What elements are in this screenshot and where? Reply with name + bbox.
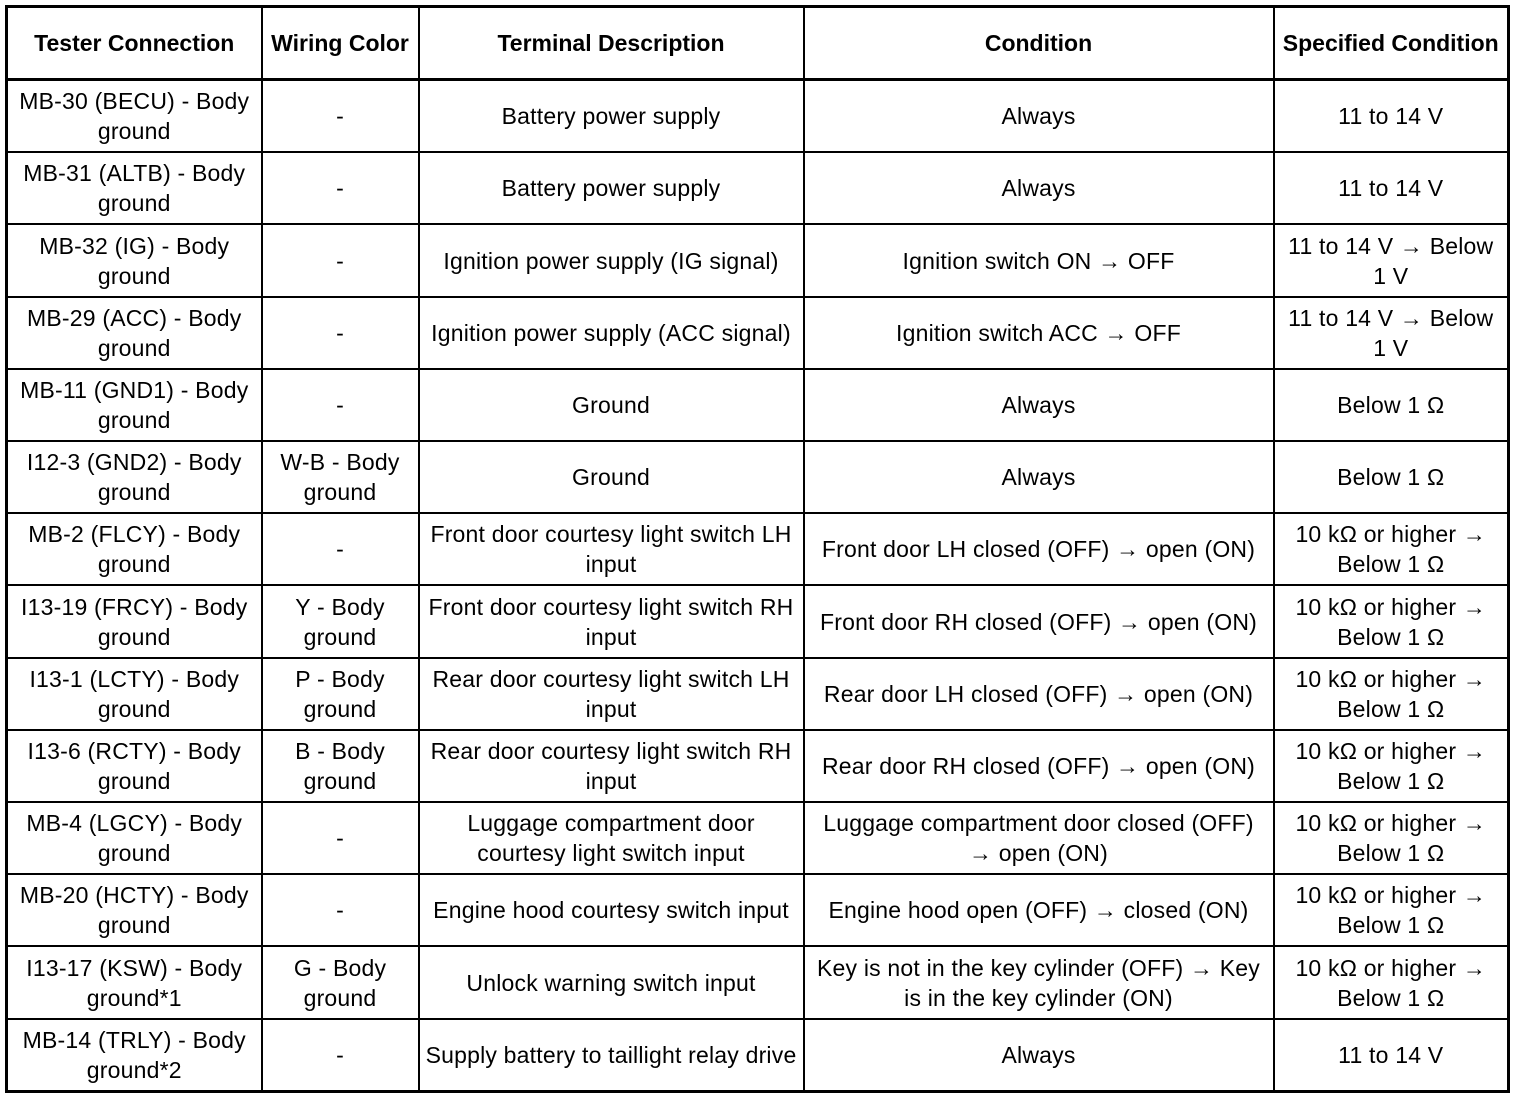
cell-tester-connection: I13-17 (KSW) - Body ground*1 [7,946,262,1018]
cell-tester-connection: MB-4 (LGCY) - Body ground [7,802,262,874]
cell-tester-connection: MB-14 (TRLY) - Body ground*2 [7,1019,262,1092]
cell-specified-condition: 11 to 14 V [1274,1019,1509,1092]
cell-terminal-description: Battery power supply [419,152,804,224]
cell-terminal-description: Battery power supply [419,80,804,153]
cell-specified-condition: 10 kΩ or higher → Below 1 Ω [1274,585,1509,657]
header-condition: Condition [804,7,1274,80]
cell-tester-connection: MB-2 (FLCY) - Body ground [7,513,262,585]
cell-terminal-description: Ignition power supply (ACC signal) [419,297,804,369]
cell-terminal-description: Luggage compartment door courtesy light switch input [419,802,804,874]
cell-wiring-color: - [262,874,419,946]
header-specified-condition: Specified Condition [1274,7,1509,80]
cell-condition: Front door LH closed (OFF) → open (ON) [804,513,1274,585]
table-row [7,874,1509,946]
cell-condition: Always [804,369,1274,441]
cell-specified-condition: 10 kΩ or higher → Below 1 Ω [1274,730,1509,802]
cell-condition: Always [804,1019,1274,1092]
cell-wiring-color: - [262,369,419,441]
cell-specified-condition: 11 to 14 V → Below 1 V [1274,297,1509,369]
cell-condition: Ignition switch ACC → OFF [804,297,1274,369]
cell-condition: Always [804,441,1274,513]
cell-specified-condition: 10 kΩ or higher → Below 1 Ω [1274,513,1509,585]
cell-condition: Key is not in the key cylinder (OFF) → Key is in the key cylinder (ON) [804,946,1274,1018]
table-row [7,802,1509,874]
cell-wiring-color: - [262,297,419,369]
cell-wiring-color: B - Body ground [262,730,419,802]
cell-condition: Rear door LH closed (OFF) → open (ON) [804,658,1274,730]
table-row [7,946,1509,1018]
cell-terminal-description: Unlock warning switch input [419,946,804,1018]
table-row [7,80,1509,153]
cell-tester-connection: MB-20 (HCTY) - Body ground [7,874,262,946]
cell-specified-condition: Below 1 Ω [1274,369,1509,441]
cell-specified-condition: 10 kΩ or higher → Below 1 Ω [1274,874,1509,946]
cell-terminal-description: Ground [419,369,804,441]
table-row [7,369,1509,441]
table-row [7,513,1509,585]
cell-terminal-description: Ground [419,441,804,513]
cell-tester-connection: MB-29 (ACC) - Body ground [7,297,262,369]
table-row [7,224,1509,296]
cell-wiring-color: - [262,224,419,296]
cell-terminal-description: Engine hood courtesy switch input [419,874,804,946]
header-terminal-description: Terminal Description [419,7,804,80]
specification-table [5,5,1510,1093]
cell-wiring-color: - [262,1019,419,1092]
cell-specified-condition: Below 1 Ω [1274,441,1509,513]
cell-terminal-description: Front door courtesy light switch LH input [419,513,804,585]
cell-tester-connection: I13-1 (LCTY) - Body ground [7,658,262,730]
cell-terminal-description: Ignition power supply (IG signal) [419,224,804,296]
cell-specified-condition: 11 to 14 V [1274,80,1509,153]
cell-condition: Always [804,80,1274,153]
cell-tester-connection: MB-11 (GND1) - Body ground [7,369,262,441]
cell-tester-connection: MB-30 (BECU) - Body ground [7,80,262,153]
cell-wiring-color: W-B - Body ground [262,441,419,513]
cell-condition: Ignition switch ON → OFF [804,224,1274,296]
header-wiring-color: Wiring Color [262,7,419,80]
cell-condition: Always [804,152,1274,224]
cell-wiring-color: - [262,152,419,224]
header-tester-connection: Tester Connection [7,7,262,80]
cell-tester-connection: MB-32 (IG) - Body ground [7,224,262,296]
table-row [7,658,1509,730]
cell-wiring-color: Y - Body ground [262,585,419,657]
cell-terminal-description: Rear door courtesy light switch RH input [419,730,804,802]
table-row [7,297,1509,369]
cell-tester-connection: MB-31 (ALTB) - Body ground [7,152,262,224]
cell-terminal-description: Supply battery to taillight relay drive [419,1019,804,1092]
cell-wiring-color: P - Body ground [262,658,419,730]
cell-condition: Front door RH closed (OFF) → open (ON) [804,585,1274,657]
cell-specified-condition: 10 kΩ or higher → Below 1 Ω [1274,802,1509,874]
cell-terminal-description: Rear door courtesy light switch LH input [419,658,804,730]
table-row [7,441,1509,513]
table-row [7,585,1509,657]
header-row [7,7,1509,80]
cell-wiring-color: - [262,802,419,874]
cell-specified-condition: 11 to 14 V [1274,152,1509,224]
cell-wiring-color: G - Body ground [262,946,419,1018]
cell-condition: Rear door RH closed (OFF) → open (ON) [804,730,1274,802]
cell-specified-condition: 11 to 14 V → Below 1 V [1274,224,1509,296]
cell-wiring-color: - [262,513,419,585]
cell-tester-connection: I12-3 (GND2) - Body ground [7,441,262,513]
table-row [7,730,1509,802]
cell-specified-condition: 10 kΩ or higher → Below 1 Ω [1274,946,1509,1018]
cell-wiring-color: - [262,80,419,153]
cell-terminal-description: Front door courtesy light switch RH input [419,585,804,657]
table-row [7,152,1509,224]
cell-tester-connection: I13-6 (RCTY) - Body ground [7,730,262,802]
cell-specified-condition: 10 kΩ or higher → Below 1 Ω [1274,658,1509,730]
cell-condition: Engine hood open (OFF) → closed (ON) [804,874,1274,946]
cell-condition: Luggage compartment door closed (OFF) → open (ON) [804,802,1274,874]
table-row [7,1019,1509,1092]
cell-tester-connection: I13-19 (FRCY) - Body ground [7,585,262,657]
